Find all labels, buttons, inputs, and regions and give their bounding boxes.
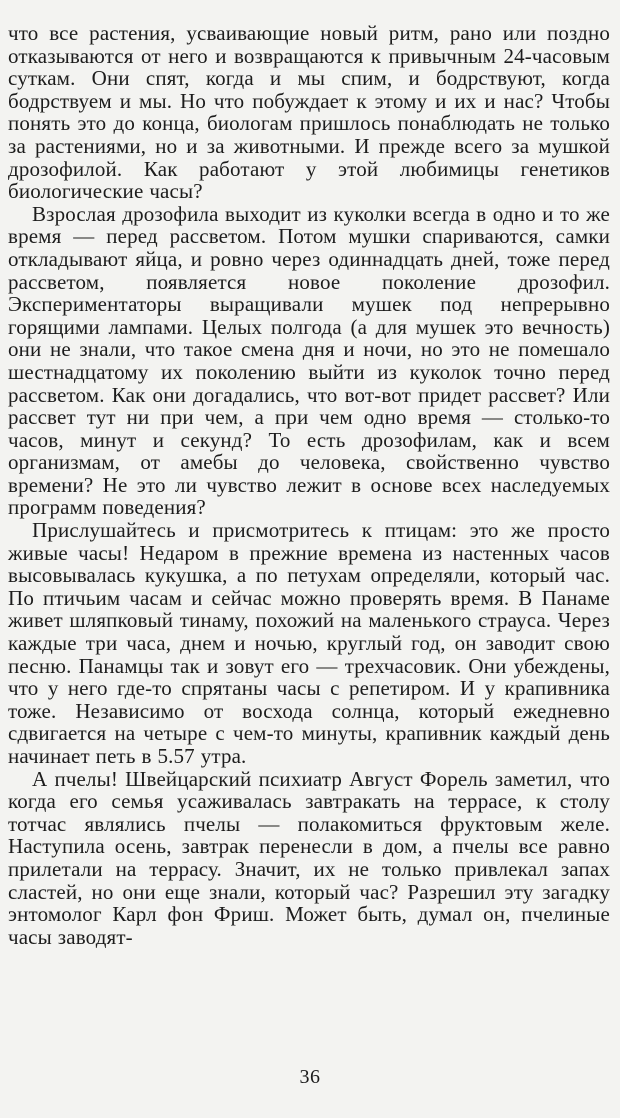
body-text [8,22,610,948]
paragraph-continuation: что все растения, усваивающие новый ритм, рано или поздно отказываются от него и возвращаются к привычным 24-часовым суткам. Они спят, когда и мы спим, и бодрствуют, когда бодрствуем и мы. Но что побуждает к этому и их и нас? Чтобы понять это до конца, биологам пришлось понаблюдать не только за растениями, но и за животными. И прежде всего за мушкой дрозофилой. Как работают у этой любимицы генетиков биологические часы? [8,21,610,204]
page-number: 36 [299,1066,321,1088]
paragraph-bees: А пчелы! Швейцарский психиатр Август Форель заметил, что когда его семья усаживалась завтракать на террасе, к столу тотчас являлись пчелы — полакомиться фруктовым желе. Наступила осень, завтрак перенесли в дом, а пчелы все равно прилетали на террасу. Значит, их не только привлекал запах сластей, но они еще знали, который час? Разрешил эту загадку энтомолог Карл фон Фриш. Может быть, думал он, пчелиные часы заводят- [8,766,610,949]
paragraph-drosophila: Взрослая дрозофила выходит из куколки всегда в одно и то же время — перед рассветом. Потом мушки спариваются, самки откладывают яйца, и ровно через одиннадцать дней, тоже перед рассветом, появляется новое поколение дрозофил. Экспериментаторы выращивали мушек под непрерывно горящими лампами. Целых полгода (а для мушек это вечность) они не знали, что такое смена дня и ночи, но это не помешало шестнадцатому их поколению выйти из куколок точно перед рассветом. Как они догадались, что вот-вот придет рассвет? Или рассвет тут ни при чем, а при чем одно время — столько-то часов, минут и секунд? То есть дрозофилам, как и всем организмам, от амебы до человека, свойственно чувство времени? Не это ли чувство лежит в основе всех наследуемых программ поведения? [8,201,610,520]
paragraph-birds: Прислушайтесь и присмотритесь к птицам: это же просто живые часы! Недаром в прежние времена из настенных часов высовывалась кукушка, а по петухам определяли, который час. По птичьим часам и сейчас можно проверять время. В Панаме живет шляпковый тинаму, похожий на маленького страуса. Через каждые три часа, днем и ночью, круглый год, он заводит свою песню. Панамцы так и зовут его — трехчасовик. Они убеждены, что у него где-то спрятаны часы с репетиром. И у крапивника тоже. Независимо от восхода солнца, который ежедневно сдвигается на четыре с чем-то минуты, крапивник каждый день начинает петь в 5.57 утра. [8,518,610,768]
